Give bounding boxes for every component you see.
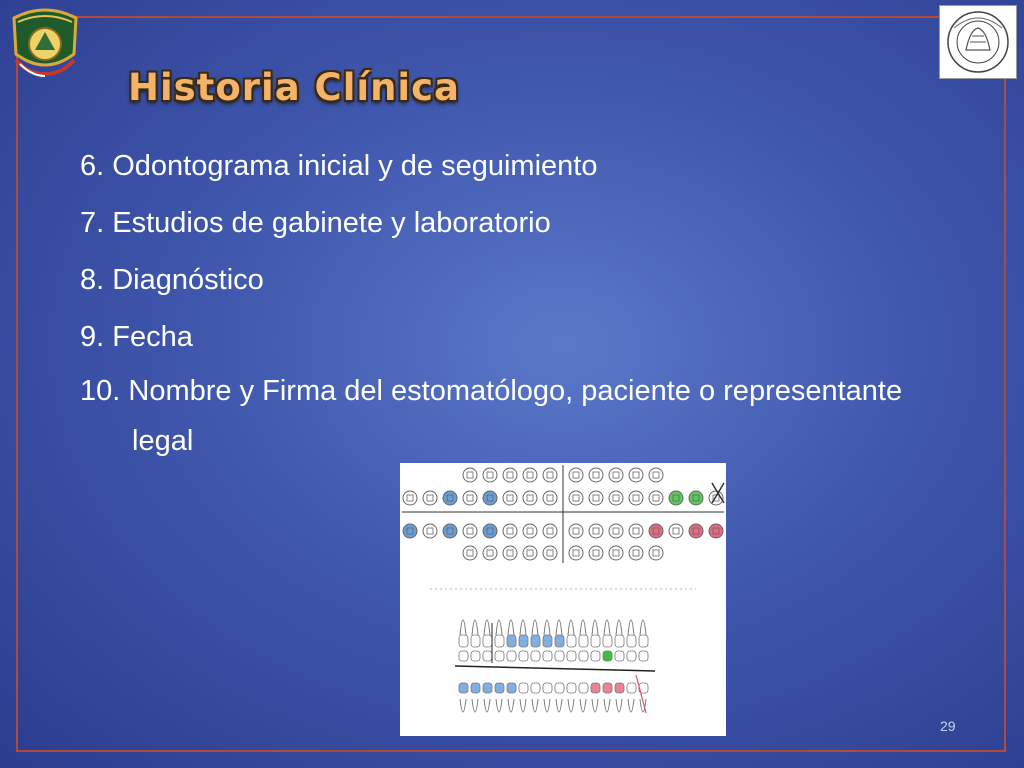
list-item: 9. Fecha (80, 321, 193, 353)
list-item: 6. Odontograma inicial y de seguimiento (80, 150, 598, 182)
faculty-seal-icon (939, 5, 1017, 79)
odontogram-image (400, 463, 726, 736)
list-item: 8. Diagnóstico (80, 264, 264, 296)
slide-number: 29 (940, 718, 956, 734)
list-item: 7. Estudios de gabinete y laboratorio (80, 207, 551, 239)
list-item: 10. Nombre y Firma del estomatólogo, paciente o representante legal (80, 375, 903, 457)
university-seal-icon (4, 4, 86, 80)
slide-title: Historia Clínica (128, 66, 460, 109)
content-list (80, 138, 960, 466)
